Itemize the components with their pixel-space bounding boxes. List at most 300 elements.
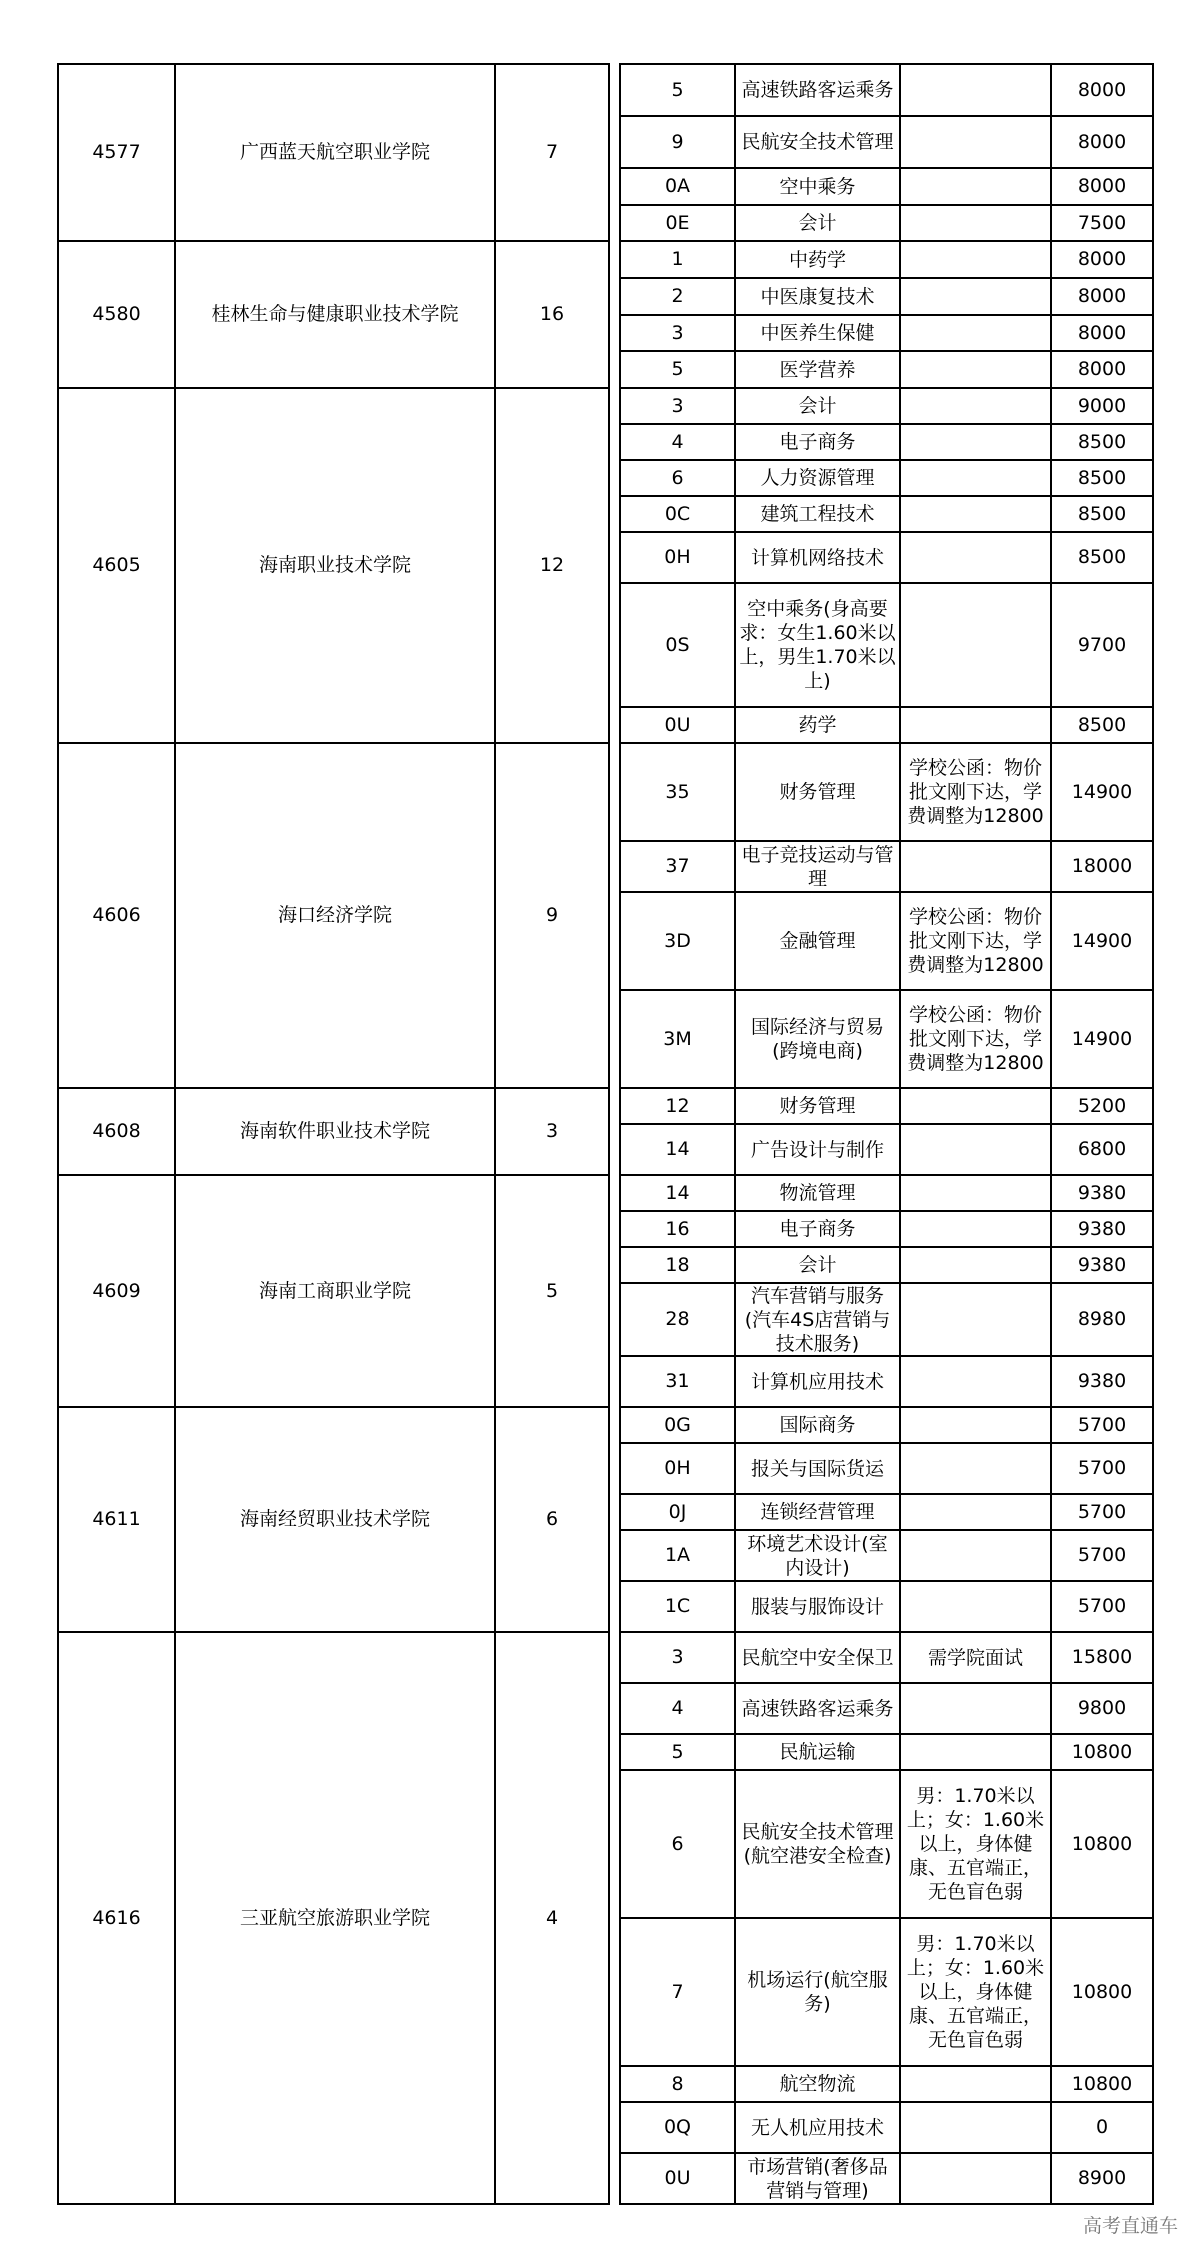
major-note [900,1683,1051,1734]
plan-count: 7 [495,64,609,241]
major-code-text: 6 [671,1832,684,1855]
school-code: 4611 [58,1407,175,1632]
major-note [900,1494,1051,1530]
major-code [620,1175,735,1211]
major-note-text: 需学院面试 [927,1646,1023,1669]
major-code-text: 4 [671,1697,684,1719]
major-fee-text: 9380 [1077,1253,1127,1276]
major-name [735,1734,900,1770]
major-code [620,424,735,460]
major-name-text: 航空物流 [779,2073,856,2095]
major-note-text [904,1582,1047,1631]
major-note [900,2066,1051,2102]
major-code [620,1211,735,1247]
major-note-text [904,1408,1047,1442]
major-note [900,1734,1051,1770]
major-note [900,2102,1051,2153]
major-fee [1051,351,1153,388]
major-name [735,278,900,315]
major-fee-text: 5700 [1077,1595,1127,1617]
major-note [900,743,1051,841]
table-body [58,64,1153,2204]
major-code [620,116,735,168]
major-name-text: 电子商务 [779,1218,856,1240]
table-row [58,1088,1153,1124]
major-name-text: 中医康复技术 [760,285,875,308]
school-code: 4608 [58,1088,175,1175]
major-fee [1051,496,1153,532]
school-code: 4606 [58,743,175,1088]
major-note-text [904,584,1047,706]
watermark: 高考直通车 [1082,2215,1178,2237]
major-code-text: 0C [664,502,691,525]
major-note-text [904,1531,1047,1580]
major-name-text: 广告设计与制作 [750,1138,884,1161]
major-code-text: 18 [665,1253,690,1276]
major-note [900,1247,1051,1283]
major-note-text [904,1735,1047,1769]
major-note [900,892,1051,990]
major-name [735,116,900,168]
major-code [620,1088,735,1124]
major-code-text: 1C [664,1595,691,1617]
major-name [735,532,900,583]
major-note-text [904,1444,1047,1493]
major-fee-text: 8000 [1077,358,1127,380]
plan-count: 4 [495,1632,609,2204]
school-name: 海南工商职业学院 [175,1175,495,1407]
major-name [735,1683,900,1734]
major-note-text [904,2103,1047,2152]
major-name-text: 机场运行(航空服务) [747,1969,888,2015]
major-code-text: 5 [671,358,684,380]
major-note-text [904,1125,1047,1174]
major-note [900,1175,1051,1211]
major-name [735,1443,900,1494]
major-name [735,1494,900,1530]
major-name [735,460,900,496]
major-fee-text: 9380 [1077,1370,1127,1392]
major-name [735,1211,900,1247]
major-note-text [904,316,1047,350]
major-fee-text: 8500 [1077,502,1127,525]
major-name [735,1530,900,1581]
major-fee [1051,1283,1153,1356]
major-fee [1051,315,1153,351]
major-name-text: 会计 [798,212,837,234]
major-code-text: 3 [671,321,684,344]
major-code [620,1683,735,1734]
major-note [900,278,1051,315]
major-name [735,1918,900,2066]
major-name-text: 连锁经营管理 [760,1501,875,1523]
major-note-text [904,1684,1047,1733]
major-code [620,743,735,841]
major-fee [1051,388,1153,424]
major-fee [1051,1770,1153,1918]
table-row [58,64,1153,116]
major-fee [1051,205,1153,241]
major-code [620,1494,735,1530]
major-note [900,168,1051,205]
major-code [620,707,735,743]
major-name [735,168,900,205]
major-name-text: 市场营销(奢侈品营销与管理) [747,2155,888,2202]
major-code [620,1918,735,2066]
major-fee-text: 9000 [1077,394,1127,417]
column-gap [609,241,620,388]
major-code [620,1632,735,1683]
major-code-text: 0E [665,211,690,234]
major-fee [1051,743,1153,841]
major-note-text: 男：1.70米以上；女：1.60米以上，身体健康、五官端正，无色盲色弱 [906,1785,1045,1903]
major-name-text: 报关与国际货运 [750,1457,884,1480]
major-fee-text: 8000 [1077,285,1127,307]
table-row [58,1407,1153,1443]
major-fee [1051,1581,1153,1632]
major-code [620,892,735,990]
major-fee [1051,841,1153,892]
major-fee-text: 15800 [1071,1646,1133,1668]
major-note [900,64,1051,116]
major-note [900,707,1051,743]
major-fee [1051,1088,1153,1124]
major-fee-text: 10800 [1071,1980,1133,2003]
major-fee [1051,1175,1153,1211]
major-name-text: 高速铁路客运乘务 [741,1697,894,1720]
major-name [735,707,900,743]
major-note [900,315,1051,351]
major-code [620,241,735,278]
major-code [620,315,735,351]
major-fee [1051,460,1153,496]
major-note-text [904,206,1047,240]
major-name-text: 金融管理 [779,930,856,952]
major-code [620,278,735,315]
major-fee-text: 0 [1095,2116,1109,2138]
major-code-text: 0A [664,175,691,197]
major-note [900,990,1051,1088]
major-code [620,1581,735,1632]
major-name-text: 会计 [798,1254,837,1276]
major-code [620,460,735,496]
table-row [58,388,1153,424]
major-fee-text: 5700 [1077,1500,1127,1523]
major-note-text [904,1248,1047,1282]
school-name: 海南职业技术学院 [175,388,495,743]
major-note-text [904,1212,1047,1246]
major-note-text [904,1284,1047,1355]
school-code: 4580 [58,241,175,388]
major-fee-text: 8500 [1077,466,1127,489]
major-fee-text: 8000 [1077,78,1127,101]
major-name-text: 服装与服饰设计 [750,1595,884,1618]
major-name-text: 药学 [798,714,837,736]
school-name: 海南软件职业技术学院 [175,1088,495,1175]
major-fee [1051,116,1153,168]
major-fee [1051,1632,1153,1683]
plan-count: 12 [495,388,609,743]
major-code [620,1530,735,1581]
major-fee [1051,1356,1153,1407]
major-code [620,388,735,424]
major-name [735,1088,900,1124]
major-name [735,1283,900,1356]
major-note-text [904,169,1047,204]
major-name-text: 空中乘务(身高要求：女生1.60米以上，男生1.70米以上) [739,598,896,692]
major-fee [1051,1443,1153,1494]
major-code-text: 0Q [663,2116,692,2138]
major-note [900,1918,1051,2066]
major-note [900,1088,1051,1124]
major-code-text: 1A [664,1544,691,1566]
major-name-text: 电子商务 [779,431,856,453]
major-note-text [904,2067,1047,2101]
column-gap [609,1088,620,1175]
major-fee [1051,990,1153,1088]
major-fee-text: 9700 [1077,633,1127,656]
major-fee [1051,892,1153,990]
column-gap [609,743,620,1088]
major-code [620,1770,735,1918]
major-code [620,1356,735,1407]
major-code-text: 14 [665,1181,690,1204]
major-fee-text: 7500 [1077,211,1127,234]
major-fee-text: 14900 [1071,1027,1133,1050]
major-name [735,1247,900,1283]
major-code-text: 9 [671,130,684,153]
major-code-text: 12 [665,1094,690,1117]
major-note-text: 学校公函：物价批文刚下达，学费调整为12800 [907,1004,1044,1074]
major-name-text: 民航安全技术管理 [741,131,894,153]
major-code-text: 0U [664,2167,691,2189]
major-fee [1051,1918,1153,2066]
major-fee-text: 8000 [1077,248,1127,270]
major-name-text: 民航空中安全保卫 [741,1646,894,1669]
major-fee-text: 10800 [1071,2072,1133,2095]
major-note-text [904,497,1047,531]
major-fee [1051,1124,1153,1175]
major-fee [1051,1494,1153,1530]
major-name [735,2102,900,2153]
major-code [620,205,735,241]
column-gap [609,64,620,241]
major-fee [1051,241,1153,278]
major-code [620,496,735,532]
major-fee [1051,2102,1153,2153]
table-row [58,241,1153,278]
major-fee-text: 9380 [1077,1181,1127,1204]
major-fee-text: 8900 [1077,2167,1127,2189]
major-code [620,64,735,116]
major-code-text: 3D [664,929,691,952]
major-name-text: 无人机应用技术 [750,2116,884,2139]
major-fee-text: 5700 [1077,1413,1127,1436]
major-fee-text: 8500 [1077,546,1127,568]
plan-count: 3 [495,1088,609,1175]
major-name-text: 计算机网络技术 [750,546,884,569]
major-fee-text: 8000 [1077,130,1127,153]
major-code [620,1734,735,1770]
major-name-text: 中药学 [788,248,846,271]
major-fee-text: 9800 [1077,1697,1127,1719]
major-fee [1051,583,1153,707]
major-code-text: 5 [671,78,684,101]
major-name-text: 环境艺术设计(室内设计) [747,1532,888,1579]
school-name: 三亚航空旅游职业学院 [175,1632,495,2204]
major-fee [1051,168,1153,205]
major-name [735,424,900,460]
major-note [900,1124,1051,1175]
major-fee-text: 8980 [1077,1308,1127,1330]
plan-count: 9 [495,743,609,1088]
major-note-text [904,242,1047,277]
major-note [900,496,1051,532]
major-name-text: 物流管理 [779,1182,856,1204]
table-row [58,1175,1153,1211]
major-code [620,351,735,388]
major-note-text [904,389,1047,423]
major-note [900,1283,1051,1356]
major-code-text: 0J [668,1500,687,1523]
major-note [900,1581,1051,1632]
major-fee [1051,707,1153,743]
major-name-text: 财务管理 [779,1095,856,1117]
major-fee [1051,532,1153,583]
major-code-text: 0S [665,633,690,656]
column-gap [609,1175,620,1407]
plan-count: 16 [495,241,609,388]
major-name [735,1632,900,1683]
major-code-text: 0G [664,1413,691,1436]
major-fee-text: 14900 [1071,929,1133,952]
major-code-text: 3 [671,1646,684,1668]
major-name [735,1770,900,1918]
major-fee-text: 14900 [1071,780,1133,803]
major-fee [1051,1530,1153,1581]
major-code [620,2153,735,2204]
major-fee-text: 5200 [1077,1094,1127,1117]
school-name: 海南经贸职业技术学院 [175,1407,495,1632]
school-code: 4616 [58,1632,175,2204]
major-note [900,351,1051,388]
major-name [735,1581,900,1632]
major-note [900,2153,1051,2204]
major-name [735,1175,900,1211]
major-fee [1051,2153,1153,2204]
major-name [735,1407,900,1443]
major-name-text: 空中乘务 [779,175,856,198]
column-gap [609,388,620,743]
major-code [620,1247,735,1283]
major-code-text: 14 [665,1138,690,1160]
major-code-text: 0H [664,1457,691,1479]
major-note-text [904,65,1047,115]
plan-count: 6 [495,1407,609,1632]
major-note [900,241,1051,278]
tuition-table-page [57,63,1152,2205]
major-note [900,116,1051,168]
major-code [620,168,735,205]
major-fee [1051,1247,1153,1283]
school-name: 桂林生命与健康职业技术学院 [175,241,495,388]
major-code [620,1124,735,1175]
major-code-text: 31 [665,1370,690,1392]
major-name [735,1356,900,1407]
major-code [620,1283,735,1356]
major-name [735,205,900,241]
major-note [900,1211,1051,1247]
major-fee-text: 6800 [1077,1138,1127,1160]
major-code-text: 0H [664,546,691,568]
major-code-text: 4 [671,430,684,453]
major-code [620,583,735,707]
major-code-text: 16 [665,1217,690,1240]
column-gap [609,1407,620,1632]
major-name [735,388,900,424]
major-code [620,532,735,583]
major-note [900,424,1051,460]
column-gap [609,1632,620,2204]
table-row [58,1632,1153,1683]
tuition-table [57,63,1154,2205]
major-name-text: 民航安全技术管理(航空港安全检查) [741,1821,894,1867]
major-fee-text: 10800 [1071,1740,1133,1763]
major-name [735,1124,900,1175]
major-note-text [904,425,1047,459]
major-code-text: 6 [671,466,684,489]
major-name [735,841,900,892]
major-note [900,460,1051,496]
major-note [900,1356,1051,1407]
major-code-text: 5 [671,1740,684,1763]
major-fee-text: 18000 [1071,855,1133,877]
major-note-text [904,1357,1047,1406]
major-fee-text: 5700 [1077,1544,1127,1566]
major-fee-text: 9380 [1077,1217,1127,1240]
major-code-text: 35 [665,780,690,803]
major-name [735,241,900,278]
school-name: 广西蓝天航空职业学院 [175,64,495,241]
major-fee-text: 8000 [1077,175,1127,197]
major-name [735,2153,900,2204]
plan-count: 5 [495,1175,609,1407]
school-code: 4605 [58,388,175,743]
major-note [900,1407,1051,1443]
major-name-text: 高速铁路客运乘务 [741,79,894,101]
major-name-text: 汽车营销与服务(汽车4S店营销与技术服务) [744,1284,891,1355]
major-name-text: 国际经济与贸易(跨境电商) [750,1016,884,1062]
major-note-text [904,279,1047,314]
major-code [620,990,735,1088]
major-name [735,351,900,388]
major-code-text: 28 [665,1308,690,1330]
major-code-text: 3 [671,394,684,417]
major-note [900,388,1051,424]
major-name-text: 电子竞技运动与管理 [741,843,894,890]
school-code: 4609 [58,1175,175,1407]
major-name-text: 计算机应用技术 [750,1370,884,1393]
major-fee [1051,1407,1153,1443]
major-note [900,841,1051,892]
major-fee [1051,1734,1153,1770]
major-name [735,496,900,532]
major-fee-text: 5700 [1077,1457,1127,1479]
major-note-text [904,117,1047,167]
major-note-text [904,1495,1047,1529]
major-fee-text: 8500 [1077,430,1127,453]
major-fee-text: 8000 [1077,321,1127,344]
